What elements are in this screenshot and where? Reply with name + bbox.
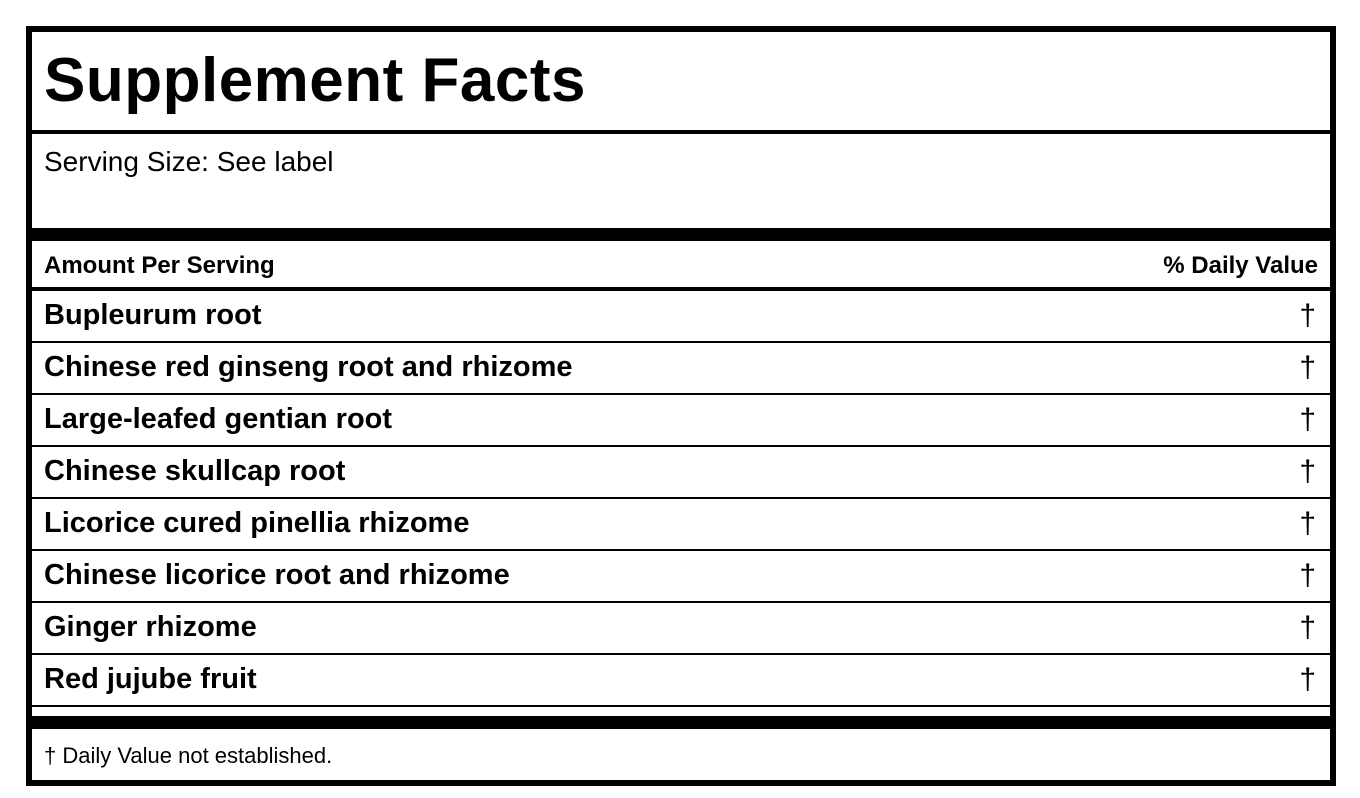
ingredient-list — [32, 291, 1330, 707]
ingredient-daily-value: † — [1299, 351, 1316, 384]
ingredient-daily-value: † — [1299, 611, 1316, 644]
thick-divider-top — [32, 228, 1330, 241]
serving-size: Serving Size: See label — [44, 146, 334, 177]
ingredient-row — [32, 395, 1330, 447]
ingredient-row — [32, 551, 1330, 603]
ingredient-name: Ginger rhizome — [44, 611, 257, 643]
column-header-row — [32, 241, 1330, 287]
ingredient-name: Chinese skullcap root — [44, 455, 346, 487]
label-title: Supplement Facts — [44, 46, 586, 115]
ingredient-name: Red jujube fruit — [44, 663, 257, 695]
ingredient-daily-value: † — [1299, 403, 1316, 436]
ingredient-name: Bupleurum root — [44, 299, 262, 331]
daily-value-header: % Daily Value — [1163, 252, 1318, 279]
title-section — [32, 32, 1330, 134]
ingredient-row — [32, 603, 1330, 655]
ingredient-daily-value: † — [1299, 559, 1316, 592]
ingredient-daily-value: † — [1299, 663, 1316, 696]
ingredient-row — [32, 655, 1330, 707]
ingredient-daily-value: † — [1299, 507, 1316, 540]
ingredient-row — [32, 499, 1330, 551]
ingredient-name: Large-leafed gentian root — [44, 403, 393, 435]
ingredient-row — [32, 291, 1330, 343]
ingredient-name: Chinese licorice root and rhizome — [44, 559, 510, 591]
amount-per-serving-header: Amount Per Serving — [44, 252, 275, 279]
ingredient-row — [32, 343, 1330, 395]
ingredient-daily-value: † — [1299, 455, 1316, 488]
ingredient-name: Licorice cured pinellia rhizome — [44, 507, 470, 539]
ingredient-name: Chinese red ginseng root and rhizome — [44, 351, 573, 383]
thick-divider-bottom — [32, 716, 1330, 729]
footnote: † Daily Value not established. — [44, 743, 333, 768]
ingredient-row — [32, 447, 1330, 499]
supplement-facts-label — [26, 26, 1336, 786]
ingredient-daily-value: † — [1299, 299, 1316, 332]
